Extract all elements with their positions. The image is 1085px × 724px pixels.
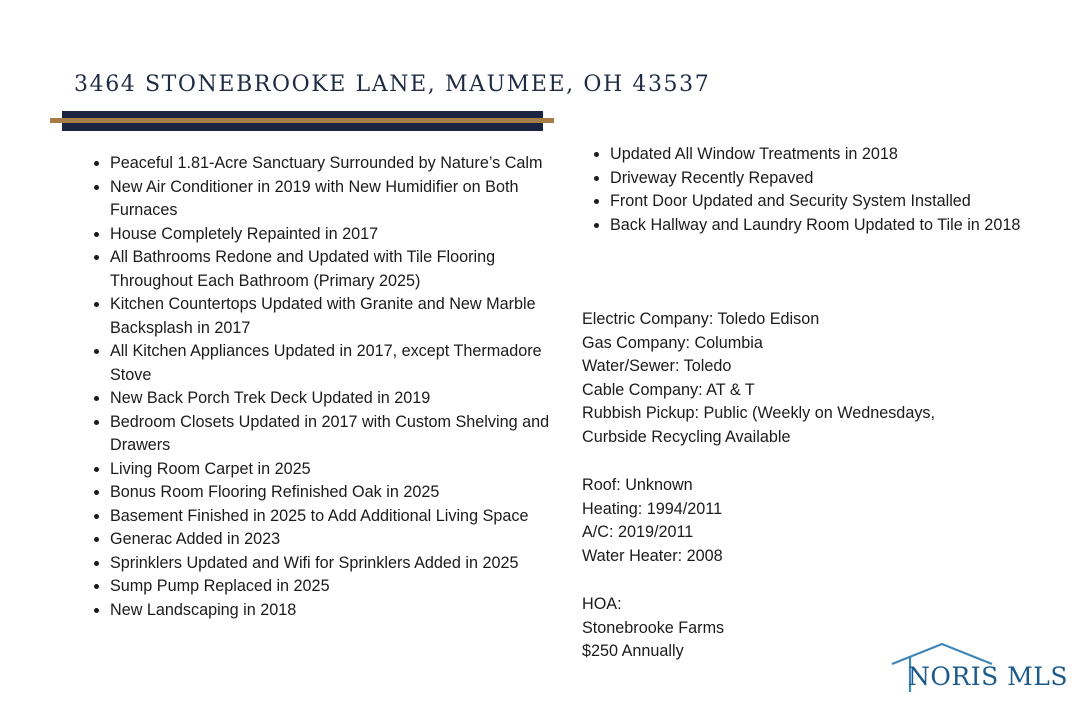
- system-water-heater: Water Heater: 2008: [582, 546, 723, 565]
- hoa-block: [582, 593, 724, 664]
- feature-item: • All Kitchen Appliances Updated in 2017, except Thermadore Stove: [110, 340, 550, 387]
- feature-item: • Sump Pump Replaced in 2025: [110, 575, 550, 599]
- utility-cable: Cable Company: AT & T: [582, 380, 755, 399]
- systems-block: [582, 474, 723, 568]
- feature-item: • Generac Added in 2023: [110, 528, 550, 552]
- feature-item: • Basement Finished in 2025 to Add Additional Living Space: [110, 505, 550, 529]
- feature-item: • Peaceful 1.81-Acre Sanctuary Surrounded by Nature’s Calm: [110, 152, 550, 176]
- feature-item: • Back Hallway and Laundry Room Updated to Tile in 2018: [610, 214, 1060, 238]
- utility-recycling: Curbside Recycling Available: [582, 427, 791, 446]
- feature-item: • Living Room Carpet in 2025: [110, 458, 550, 482]
- feature-item: • House Completely Repainted in 2017: [110, 223, 550, 247]
- feature-item: • New Air Conditioner in 2019 with New Humidifier on Both Furnaces: [110, 176, 550, 223]
- features-list-left: [88, 152, 550, 622]
- feature-item: • Bedroom Closets Updated in 2017 with Custom Shelving and Drawers: [110, 411, 550, 458]
- utility-water: Water/Sewer: Toledo: [582, 357, 732, 376]
- noris-mls-logo: NORIS MLS: [908, 662, 1068, 691]
- utilities-block: [582, 308, 935, 450]
- system-heating: Heating: 1994/2011: [582, 499, 723, 518]
- feature-item: • Sprinklers Updated and Wifi for Sprinklers Added in 2025: [110, 552, 550, 576]
- utility-electric: Electric Company: Toledo Edison: [582, 310, 820, 328]
- feature-item: • Kitchen Countertops Updated with Granite and New Marble Backsplash in 2017: [110, 293, 550, 340]
- utility-rubbish: Rubbish Pickup: Public (Weekly on Wednesdays,: [582, 404, 936, 423]
- feature-item: • Front Door Updated and Security System Installed: [610, 190, 1060, 214]
- system-ac: A/C: 2019/2011: [582, 523, 694, 542]
- features-list-right: [588, 143, 1060, 237]
- system-roof: Roof: Unknown: [582, 476, 693, 494]
- hoa-name: Stonebrooke Farms: [582, 618, 725, 637]
- utility-gas: Gas Company: Columbia: [582, 333, 763, 352]
- feature-item: • All Bathrooms Redone and Updated with Tile Flooring Throughout Each Bathroom (Primary 2025): [110, 246, 550, 293]
- feature-item: • New Back Porch Trek Deck Updated in 2019: [110, 387, 550, 411]
- feature-item: • Updated All Window Treatments in 2018: [610, 143, 1060, 167]
- hoa-label: HOA:: [582, 595, 622, 613]
- feature-item: • Bonus Room Flooring Refinished Oak in 2025: [110, 481, 550, 505]
- title-underline-gold: [50, 118, 554, 123]
- hoa-fee: $250 Annually: [582, 642, 684, 661]
- property-address-title: 3464 STONEBROOKE LANE, MAUMEE, OH 43537: [74, 72, 711, 97]
- feature-item: • New Landscaping in 2018: [110, 599, 550, 623]
- feature-item: • Driveway Recently Repaved: [610, 167, 1060, 191]
